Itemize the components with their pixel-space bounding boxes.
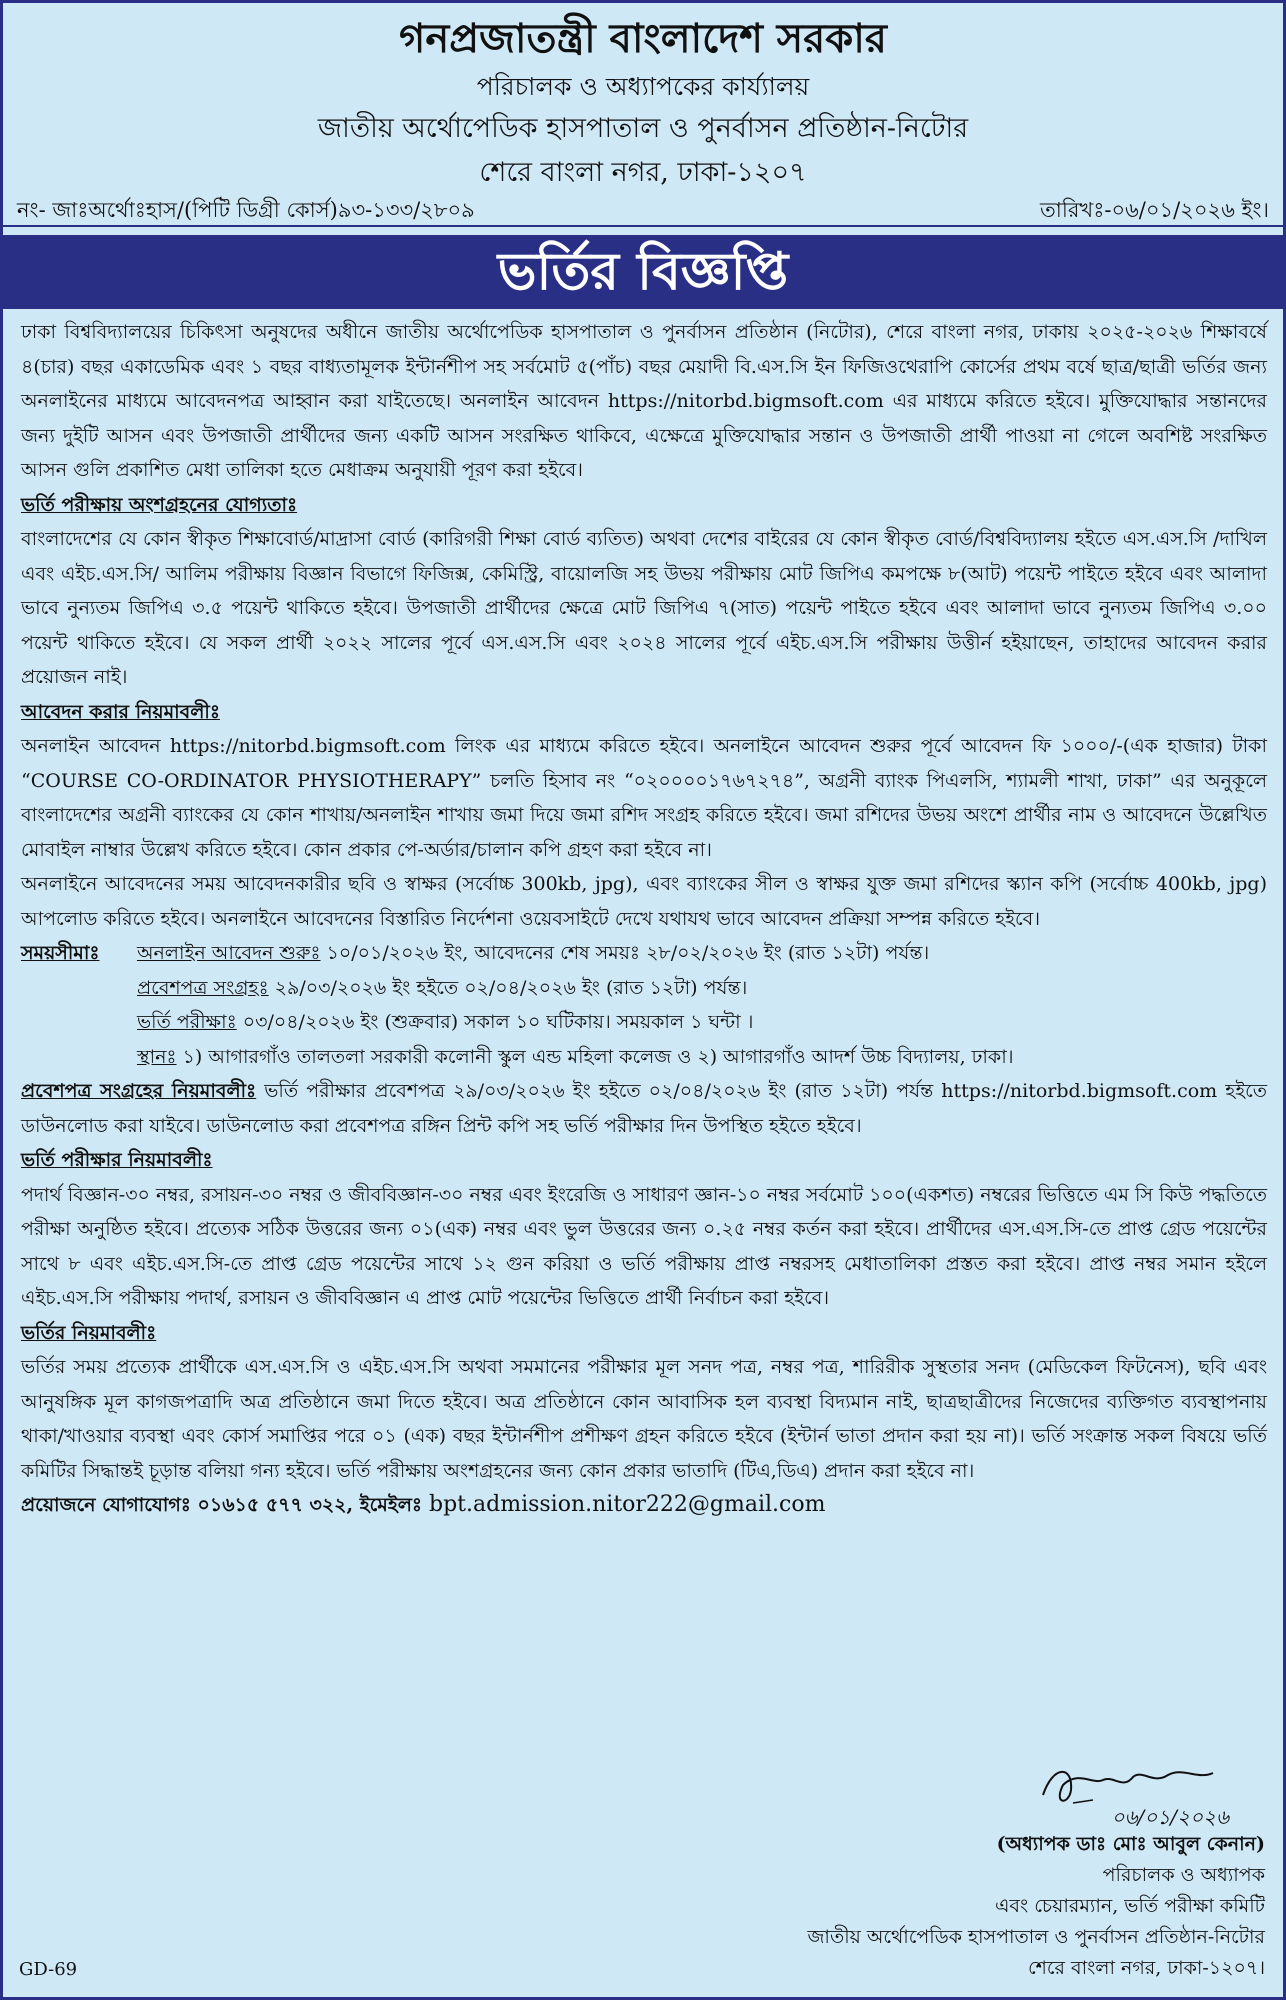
application-rules-heading: আবেদন করার নিয়মাবলীঃ <box>21 700 220 723</box>
signature-date: ০৬/০১/২০২৬ <box>1111 1805 1229 1829</box>
eligibility-paragraph: বাংলাদেশের যে কোন স্বীকৃত শিক্ষাবোর্ড/মাদ্রাসা বোর্ড (কারিগরী শিক্ষা বোর্ড ব্যতিত) অথবা দেশের বাইরের যে কোন স্বীকৃত বোর্ড/বিশ্ববিদ্যালয় হইতে এস.এস.সি /দাখিল এবং এইচ.এস.সি/ আলিম পরীক্ষায় বিজ্ঞান বিভাগে ফিজিক্স, কেমিস্ট্রি, বায়োলজি সহ উভয় পরীক্ষায় মোট জিপিএ কমপক্ষে ৮(আট) পয়েন্ট পাইতে হইবে এবং আলাদা ভাবে নুন্যতম জিপিএ ৩.৫ পয়েন্ট থাকিতে হইবে। উপজাতী প্রার্থীদের ক্ষেত্রে মোট জিপিএ ৭(সাত) পয়েন্ট পাইতে হইবে এবং আলাদা ভাবে নুন্যতম জিপিএ ৩.০০ পয়েন্ট থাকিতে হইবে। যে সকল প্রার্থী ২০২২ সালের পূর্বে এস.এস.সি এবং ২০২৪ সালের পূর্বে এইচ.এস.সি পরীক্ষায় উত্তীর্ন হইয়াছেন, তাহাদের আবেদন করার প্রয়োজন নাই। <box>21 528 1267 688</box>
reference-row <box>3 195 1283 227</box>
timeline-line-venue: স্থানঃ ১) আগারগাঁও তালতলা সরকারী কলোনী স্কুল এন্ড মহিলা কলেজ ও ২) আগারগাঁও আদর্শ উচ্চ বিদ্যালয়, ঢাকা। <box>137 1045 1014 1068</box>
hospital-title: জাতীয় অর্থোপেডিক হাসপাতাল ও পুনর্বাসন প্রতিষ্ঠান-নিটোর <box>317 113 969 144</box>
contact-line: প্রয়োজনে যোগাযোগঃ ০১৬১৫ ৫৭৭ ৩২২, ইমেইলঃ bpt.admission.nitor222@gmail.com <box>21 1492 826 1517</box>
exam-rules-heading: ভর্তি পরীক্ষার নিয়মাবলীঃ <box>21 1149 213 1171</box>
signatory-title-2: এবং চেয়ারম্যান, ভর্তি পরীক্ষা কমিটি <box>994 1895 1265 1917</box>
signature-block <box>745 1829 1265 1984</box>
admission-rules-heading: ভর্তির নিয়মাবলীঃ <box>21 1321 157 1344</box>
timeline-line-exam: ভর্তি পরীক্ষাঃ ০৩/০৪/২০২৬ ইং (শুক্রবার) সকাল ১০ ঘটিকায়। সময়কাল ১ ঘন্টা । <box>137 1011 754 1033</box>
notice-body <box>3 309 1283 1523</box>
admit-card-heading: প্রবেশপত্র সংগ্রহের নিয়মাবলীঃ <box>21 1080 257 1102</box>
notice-banner: ভর্তির বিজ্ঞপ্তি <box>3 235 1283 309</box>
government-title: গনপ্রজাতন্ত্রী বাংলাদেশ সরকার <box>399 15 887 62</box>
office-title: পরিচালক ও অধ্যাপকের কার্য্যালয় <box>476 72 810 101</box>
admission-rules-paragraph: ভর্তির সময় প্রত্যেক প্রার্থীকে এস.এস.সি ও এইচ.এস.সি অথবা সমমানের পরীক্ষার মূল সনদ পত্র, নম্বর পত্র, শারিরীক সুস্থতার সনদ (মেডিকেল ফিটনেস), ছবি এবং আনুষঙ্গিক মূল কাগজপত্রাদি অত্র প্রতিষ্ঠানে জমা দিতে হইবে। অত্র প্রতিষ্ঠানে কোন আবাসিক হল ব্যবস্থা বিদ্যমান নাই, ছাত্রছাত্রীদের নিজেদের ব্যক্তিগত ব্যবস্থাপনায় থাকা/খাওয়ার ব্যবস্থা এবং কোর্স সমাপ্তির পরে ০১ (এক) বছর ইন্টার্নশীপ প্রশীক্ষণ গ্রহন করিতে হইবে (ইন্টার্ন ভাতা প্রদান করা হয় না)। ভর্তি সংক্রান্ত সকল বিষয়ে ভর্তি কমিটির সিদ্ধান্তই চূড়ান্ত বলিয়া গন্য হইবে। ভর্তি পরীক্ষায় অংশগ্রহনের জন্য কোন প্রকার ভাতাদি (টিএ,ডিএ) প্রদান করা হইবে না। <box>21 1356 1267 1482</box>
application-rules-paragraph-1: অনলাইন আবেদন https://nitorbd.bigmsoft.com লিংক এর মাধ্যমে করিতে হইবে। অনলাইনে আবেদন শুরুর পূর্বে আবেদন ফি ১০০০/-(এক হাজার) টাকা “COURSE CO-ORDINATOR PHYSIOTHERAPY” চলতি হিসাব নং “০২০০০০১৭৬৭২৭৪”, অগ্রনী ব্যাংক পিএলসি, শ্যামলী শাখা, ঢাকা” এর অনুকূলে বাংলাদেশের অগ্রনী ব্যাংকের যে কোন শাখায়/অনলাইন শাখায় জমা দিয়ে জমা রশিদ সংগ্রহ করিতে হইবে। জমা রশিদের উভয় অংশে প্রার্থীর নাম ও আবেদনে উল্লেখিত মোবাইল নাম্বার উল্লেখ করিতে হইবে। কোন প্রকার পে-অর্ডার/চালান কপি গ্রহণ করা হইবে না। <box>21 735 1267 861</box>
eligibility-heading: ভর্তি পরীক্ষায় অংশগ্রহনের যোগ্যতাঃ <box>21 493 298 516</box>
admit-card-paragraph: প্রবেশপত্র সংগ্রহের নিয়মাবলীঃ ভর্তি পরীক্ষার প্রবেশপত্র ২৯/০৩/২০২৬ ইং হইতে ০২/০৪/২০২৬ ইং (রাত ১২টা) পর্যন্ত https://nitorbd.bigmsoft.com হইতে ডাউনলোড করা যাইবে। ডাউনলোড করা প্রবেশপত্র রঙ্গিন প্রিন্ট কপি সহ ভর্তি পরীক্ষার দিন উপস্থিত হইতে হইবে। <box>21 1080 1268 1137</box>
contact-email[interactable]: bpt.admission.nitor222@gmail.com <box>422 1492 826 1517</box>
signatory-title-4: শেরে বাংলা নগর, ঢাকা-১২০৭। <box>1027 1957 1265 1979</box>
notice-date: তারিখঃ-০৬/০১/২০২৬ ইং। <box>1040 198 1269 222</box>
exam-rules-paragraph: পদার্থ বিজ্ঞান-৩০ নম্বর, রসায়ন-৩০ নম্বর ও জীববিজ্ঞান-৩০ নম্বর এবং ইংরেজি ও সাধারণ জ্ঞান-১০ নম্বর সর্বমোট ১০০(একশত) নম্বরের ভিত্তিতে এম সি কিউ পদ্ধতিতে পরীক্ষা অনুষ্ঠিত হইবে। প্রত্যেক সঠিক উত্তরের জন্য ০১(এক) নম্বর এবং ভুল উত্তরের জন্য ০.২৫ নম্বর কর্তন করা হইবে। প্রার্থীদের এস.এস.সি-তে প্রাপ্ত গ্রেড পয়েন্টের সাথে ৮ এবং এইচ.এস.সি-তে প্রাপ্ত গ্রেড পয়েন্টের সাথে ১২ গুন করিয়া ও ভর্তি পরীক্ষায় প্রাপ্ত নম্বরসহ মেধাতালিকা প্রস্তত করা হইবে। প্রাপ্ত নম্বর সমান হইলে এইচ.এস.সি পরীক্ষায় পদার্থ, রসায়ন ও জীববিজ্ঞান এ প্রাপ্ত মোট পয়েন্টের ভিত্তিতে প্রার্থী নির্বাচন করা হইবে। <box>21 1183 1267 1309</box>
timeline <box>21 936 1267 1074</box>
timeline-line-online-application: অনলাইন আবেদন শুরুঃ ১০/০১/২০২৬ ইং, আবেদনের শেষ সময়ঃ ২৮/০২/২০২৬ ইং (রাত ১২টা) পর্যন্ত। <box>137 942 930 964</box>
footer-code: GD-69 <box>19 1959 78 1980</box>
signatory-title-1: পরিচালক ও অধ্যাপক <box>1102 1864 1265 1886</box>
signatory-title-3: জাতীয় অর্থোপেডিক হাসপাতাল ও পুনর্বাসন প্রতিষ্ঠান-নিটোর <box>807 1926 1265 1948</box>
header <box>3 3 1283 195</box>
signatory-name: (অধ্যাপক ডাঃ মোঃ আবুল কেনান) <box>996 1833 1265 1855</box>
intro-paragraph: ঢাকা বিশ্ববিদ্যালয়ের চিকিৎসা অনুষদের অধীনে জাতীয় অর্থোপেডিক হাসপাতাল ও পুনর্বাসন প্রতিষ্ঠান (নিটোর), শেরে বাংলা নগর, ঢাকায় ২০২৫-২০২৬ শিক্ষাবর্ষে ৪(চার) বছর একাডেমিক এবং ১ বছর বাধ্যতামূলক ইন্টার্নশীপ সহ সর্বমোট ৫(পাঁচ) বছর মেয়াদী বি.এস.সি ইন ফিজিওথেরাপি কোর্সের প্রথম বর্ষে ছাত্র/ছাত্রী ভর্তির জন্য অনলাইনের মাধ্যমে আবেদনপত্র আহ্বান করা যাইতেছে। অনলাইন আবেদন https://nitorbd.bigmsoft.com এর মাধ্যমে করিতে হইবে। মুক্তিযোদ্ধার সন্তানদের জন্য দুইটি আসন এবং উপজাতী প্রার্থীদের জন্য একটি আসন সংরক্ষিত থাকিবে, এক্ষেত্রে মুক্তিযোদ্ধার সন্তান ও উপজাতী প্রার্থী পাওয়া না গেলে অবশিষ্ট সংরক্ষিত আসন গুলি প্রকাশিত মেধা তালিকা হতে মেধাক্রম অনুযায়ী পূরণ করা হইবে। <box>21 321 1267 481</box>
address: শেরে বাংলা নগর, ঢাকা-১২০৭ <box>479 157 807 188</box>
application-rules-paragraph-2: অনলাইনে আবেদনের সময় আবেদনকারীর ছবি ও স্বাক্ষর (সর্বোচ্চ 300kb, jpg), এবং ব্যাংকের সীল ও স্বাক্ষর যুক্ত জমা রশিদের স্ক্যান কপি (সর্বোচ্চ 400kb, jpg) আপলোড করিতে হইবে। অনলাইনে আবেদনের বিস্তারিত নির্দেশনা ওয়েবসাইটে দেখে যথাযথ ভাবে আবেদন প্রক্রিয়া সম্পন্ন করিতে হইবে। <box>21 873 1267 930</box>
timeline-line-admit-card: প্রবেশপত্র সংগ্রহঃ ২৯/০৩/২০২৬ ইং হইতে ০২/০৪/২০২৬ ইং (রাত ১২টা) পর্যন্ত। <box>137 976 748 999</box>
timeline-heading: সময়সীমাঃ <box>21 942 100 964</box>
reference-number: নং- জাঃঅর্থোঃহাস/(পিটি ডিগ্রী কোর্স)৯৩-১৩৩/২৮০৯ <box>17 198 475 222</box>
